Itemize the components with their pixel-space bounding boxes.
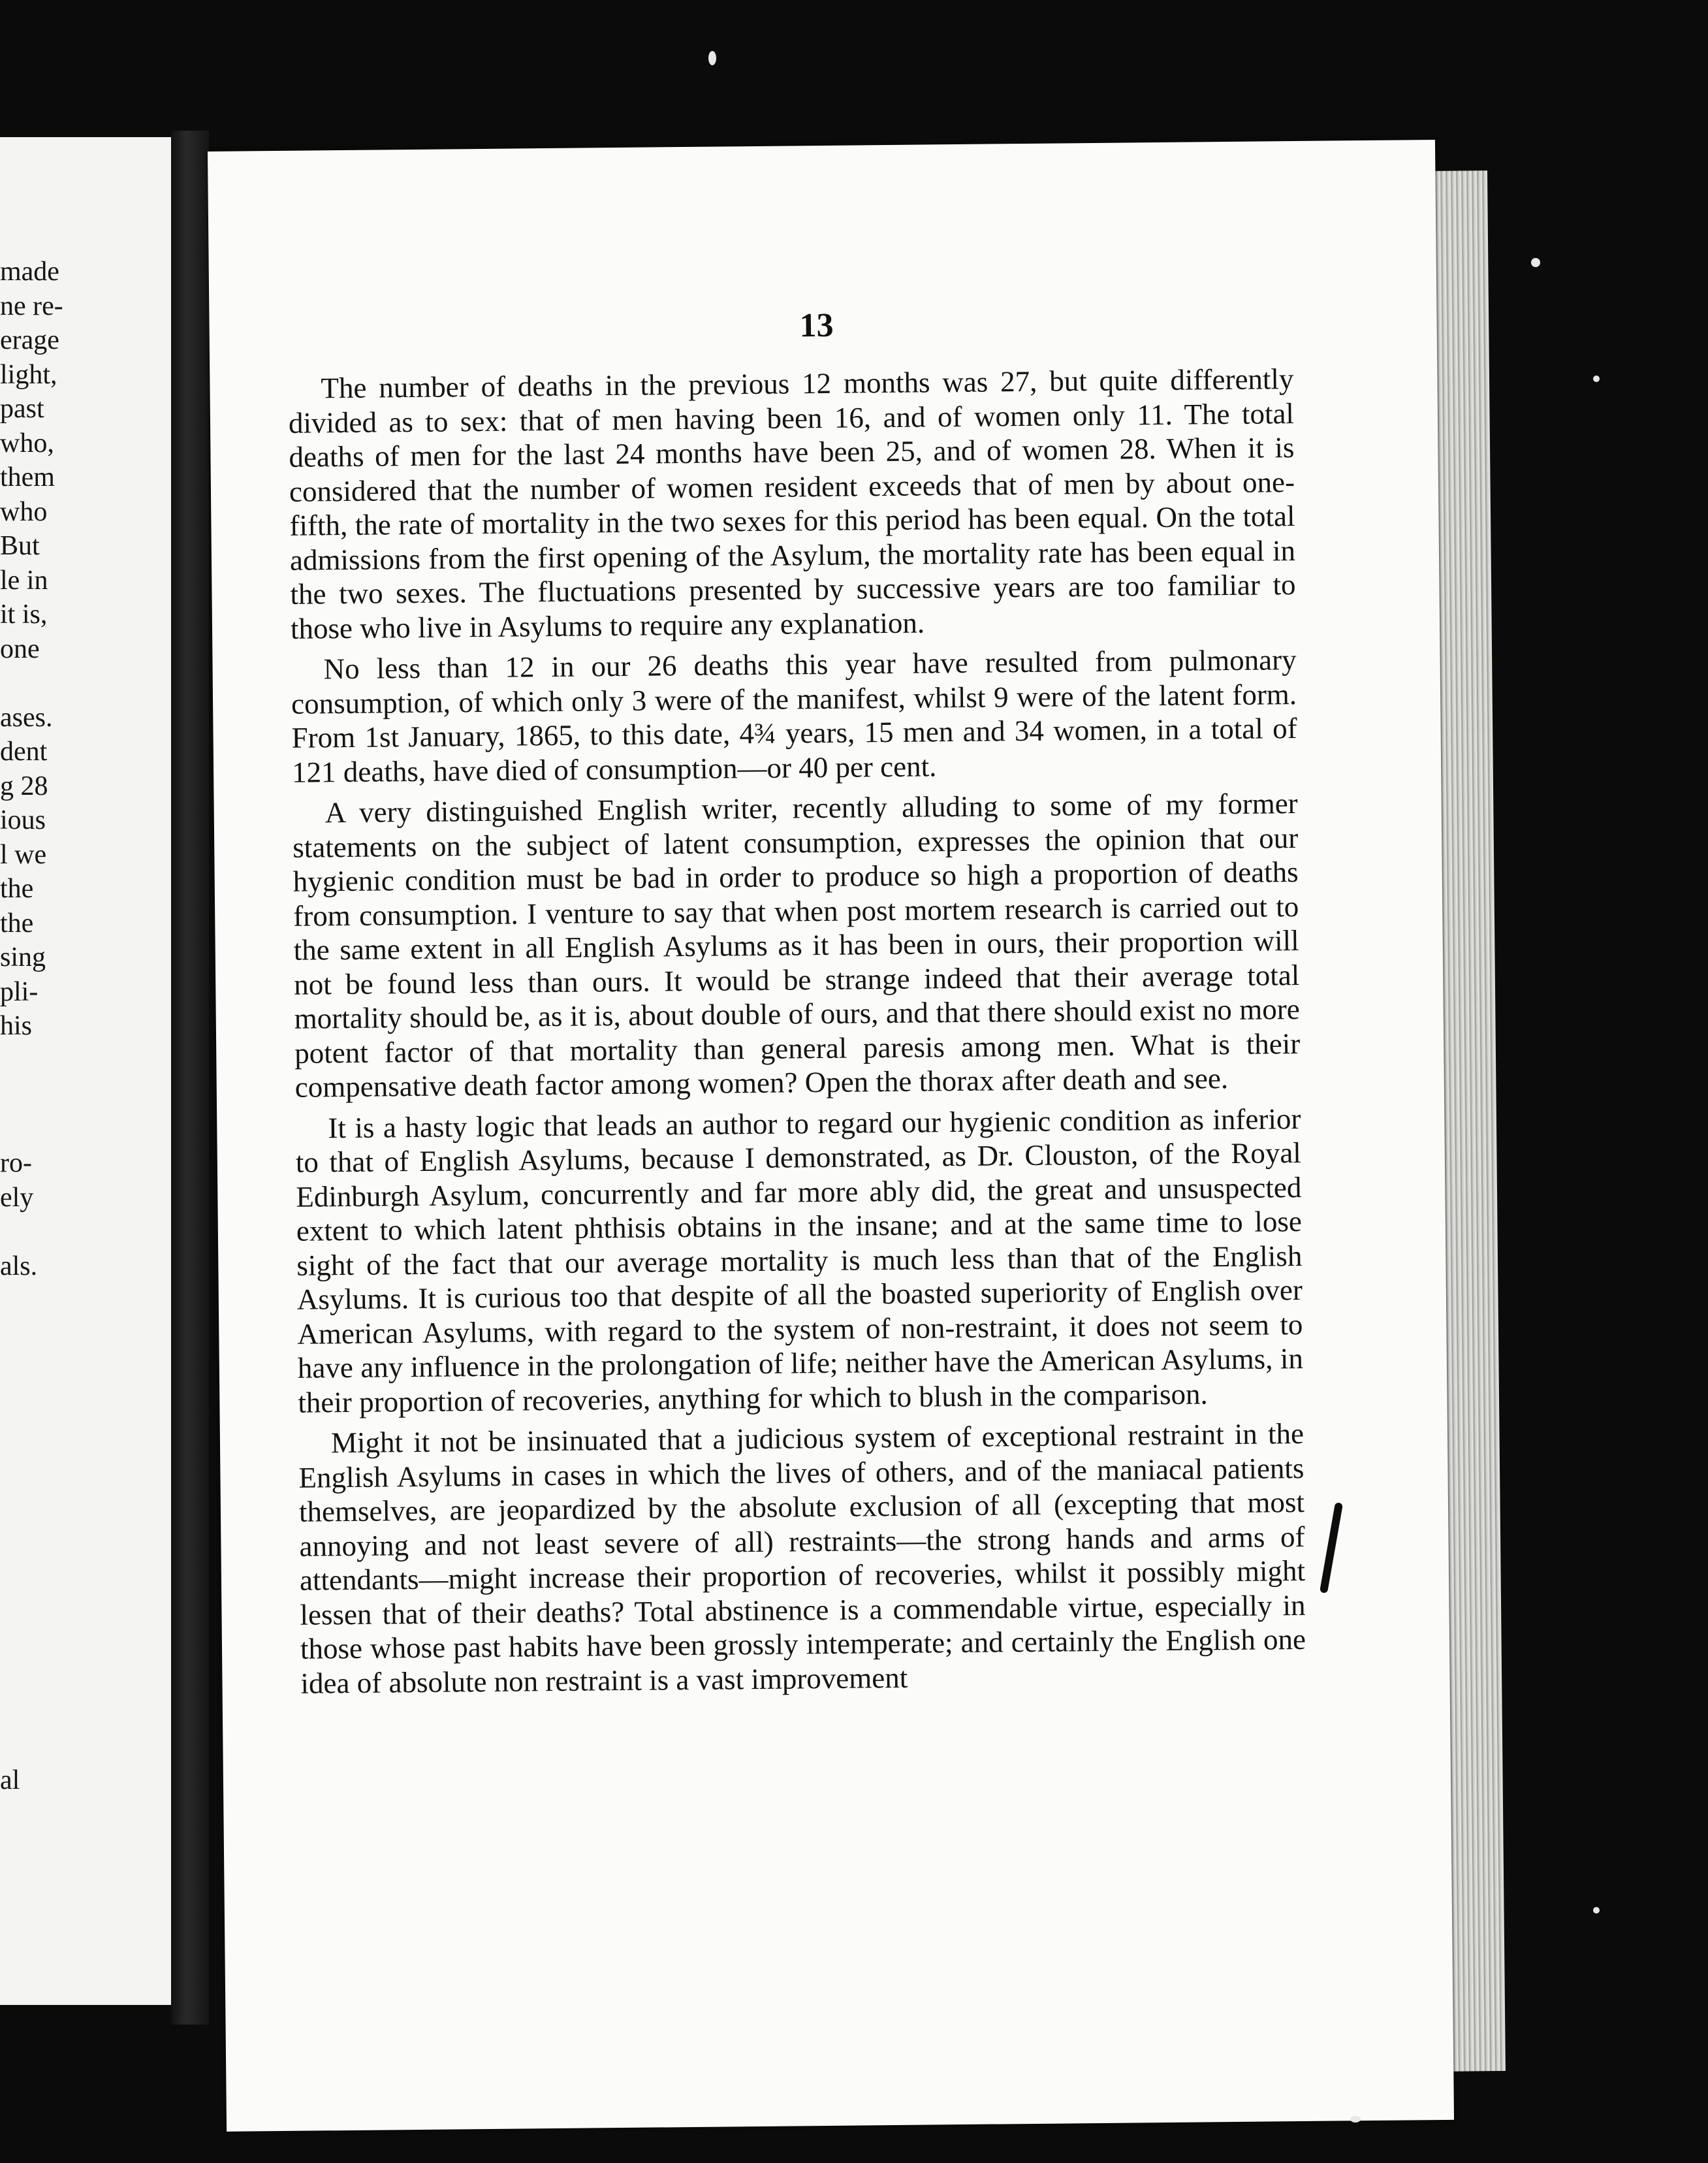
left-page-text-fragment: his <box>0 1011 33 1041</box>
page-body <box>288 362 1306 1701</box>
left-page-text-fragment: ro- <box>0 1148 32 1178</box>
dust-speck <box>1593 376 1600 382</box>
left-page-text-fragment: sing <box>0 942 46 972</box>
left-page-text-fragment: pli- <box>0 976 39 1007</box>
paragraph: The number of deaths in the previous 12 months was 27, but quite differently divided as to sex: that of men having been 16, and of women only 11. The total deaths of men for the last 24 months have been 25, and of women 28. When it is considered that the number of women resident exceeds that of men by about one-fifth, the rate of mortality in the two sexes for this period has been equal. On the total admissions from the first opening of the Asylum, the mortality rate has been equal in the two sexes. The fluctuations presented by successive years are too familiar to those who live in Asylums to require any explanation. <box>288 362 1296 645</box>
paragraph: No less than 12 in our 26 deaths this year have resulted from pulmonary consumption, of which only 3 were of the manifest, whilst 9 were of the latent form. From 1st January, 1865, to this date, 4¾ years, 15 men and 34 women, in a total of 121 deaths, have died of consumption—or 40 per cent. <box>291 643 1297 789</box>
left-page-text-fragment: als. <box>0 1251 38 1281</box>
dust-speck <box>1593 1907 1600 1914</box>
left-page-text-fragment: g 28 <box>0 771 48 801</box>
paragraph: It is a hasty logic that leads an author to regard our hygienic condition as inferior to that of English Asylums, because I demonstrated, as Dr. Clouston, of the Royal Edinburgh Asylum, concurrently and far more ably did, the great and unsuspected extent to which latent phthisis obtains in the insane; and at the same time to lose sight of the fact that our average mortality is much less than that of the English Asylums. It is curious too that despite of all the boasted superiority of English over American Asylums, with regard to the system of non-restraint, it does not seem to have any influence in the prolongation of life; neither have the American Asylums, in their proportion of recoveries, anything for which to blush in the comparison. <box>295 1102 1304 1419</box>
book-page <box>208 140 1454 2132</box>
left-page-text-fragment: dent <box>0 737 48 767</box>
left-page-edge <box>0 137 171 2005</box>
left-page-text-fragment: who <box>0 496 48 527</box>
left-page-text-fragment: But <box>0 531 40 561</box>
left-page-text-fragment: l we <box>0 839 47 870</box>
dust-speck <box>1350 2116 1361 2123</box>
left-page-text-fragment: erage <box>0 325 59 355</box>
left-page-text-fragment: who, <box>0 428 54 458</box>
left-page-text-fragment: one <box>0 633 40 664</box>
left-page-text-fragment: ases. <box>0 702 53 733</box>
left-page-text-fragment: past <box>0 394 44 424</box>
dust-speck <box>1531 258 1540 267</box>
left-page-text-fragment: ious <box>0 805 46 835</box>
left-page-text-fragment: ne re- <box>0 291 63 321</box>
paragraph: A very distinguished English writer, recently alluding to some of my former statements on the subject of latent consumption, expresses the opinion that our hygienic condition must be bad in order to produce so high a proportion of deaths from consumption. I venture to say that when post mortem research is carried out to the same extent in all English Asylums as it has been in ours, their proportion will not be found less than ours. It would be strange indeed that their average total mortality should be, as it is, about double of ours, and that there should exist no more potent factor of that mortality than general paresis among men. What is their compensative death factor among women? Open the thorax after death and see. <box>292 787 1301 1104</box>
paragraph: Might it not be insinuated that a judicious system of exceptional restraint in the English Asylums in cases in which the lives of others, and of the maniacal patients themselves, are jeopardized by the absolute exclusion of all (excepting that most annoying and not least severe of all) restraints—the strong hands and arms of attendants—might increase their proportion of recoveries, whilst it possibly might lessen that of their deaths? Total abstinence is a commendable virtue, especially in those whose past habits have been grossly intemperate; and certainly the English one idea of absolute non restraint is a vast improvement <box>298 1417 1306 1700</box>
book-gutter <box>171 131 209 2025</box>
left-page-text-fragment: al <box>0 1765 20 1795</box>
left-page-text-fragment: made <box>0 257 59 287</box>
left-page-text-fragment: the <box>0 874 34 904</box>
page-number: 13 <box>799 306 834 345</box>
left-page-text-fragment: the <box>0 908 34 938</box>
left-page-text-fragment: it is, <box>0 600 48 630</box>
left-page-text-fragment: light, <box>0 359 57 390</box>
left-page-text-fragment: them <box>0 462 55 492</box>
left-page-text-fragment: ely <box>0 1182 34 1213</box>
dust-speck <box>708 51 716 65</box>
left-page-text-fragment: le in <box>0 565 48 596</box>
